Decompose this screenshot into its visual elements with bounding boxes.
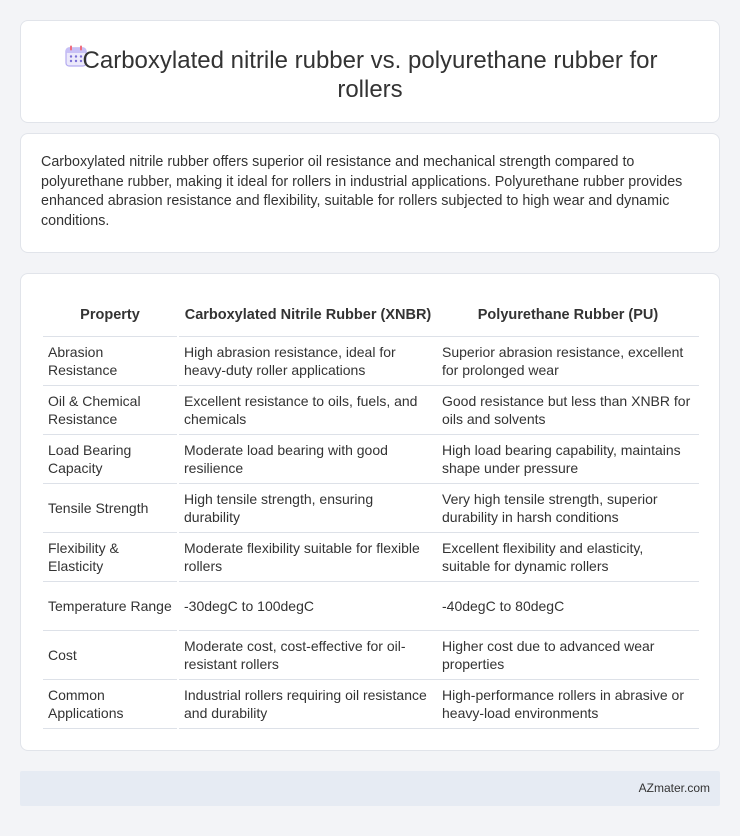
property-cell: Temperature Range <box>43 581 178 630</box>
property-cell: Oil & Chemical Resistance <box>43 385 178 434</box>
pu-cell: Higher cost due to advanced wear properties <box>437 630 699 679</box>
intro-card <box>20 133 720 253</box>
intro-paragraph: Carboxylated nitrile rubber offers superior oil resistance and mechanical strength compared to polyurethane rubber, making it ideal for rollers in industrial applications. Polyurethane rubber provides enhanced abrasion resistance and flexibility, suitable for rollers subjected to high wear and dynamic conditions. <box>41 154 683 229</box>
pu-cell: High load bearing capability, maintains shape under pressure <box>437 434 699 483</box>
column-header-xnbr: Carboxylated Nitrile Rubber (XNBR) <box>184 306 432 323</box>
column-header-property: Property <box>43 294 178 336</box>
table-row <box>43 630 699 679</box>
xnbr-cell: Excellent resistance to oils, fuels, and chemicals <box>178 385 437 434</box>
table-row <box>43 679 699 728</box>
table-header-row <box>43 294 699 336</box>
xnbr-cell: -30degC to 100degC <box>178 581 437 630</box>
pu-cell: High-performance rollers in abrasive or heavy-load environments <box>437 679 699 728</box>
pu-cell: Excellent flexibility and elasticity, suitable for dynamic rollers <box>437 532 699 581</box>
pu-cell: Good resistance but less than XNBR for oils and solvents <box>437 385 699 434</box>
comparison-table <box>43 294 699 729</box>
table-row <box>43 483 699 532</box>
xnbr-cell: Industrial rollers requiring oil resistance and durability <box>178 679 437 728</box>
comparison-card <box>20 273 720 751</box>
property-cell: Abrasion Resistance <box>43 336 178 385</box>
table-row <box>43 434 699 483</box>
pu-cell: Very high tensile strength, superior durability in harsh conditions <box>437 483 699 532</box>
pu-cell: Superior abrasion resistance, excellent for prolonged wear <box>437 336 699 385</box>
title-card <box>20 20 720 123</box>
xnbr-cell: High tensile strength, ensuring durability <box>178 483 437 532</box>
table-row <box>43 581 699 630</box>
property-cell: Common Applications <box>43 679 178 728</box>
property-cell: Tensile Strength <box>43 483 178 532</box>
table-row <box>43 385 699 434</box>
xnbr-cell: Moderate load bearing with good resilience <box>178 434 437 483</box>
pu-cell: -40degC to 80degC <box>437 581 699 630</box>
column-header-pu: Polyurethane Rubber (PU) <box>477 306 659 323</box>
xnbr-cell: High abrasion resistance, ideal for heavy-duty roller applications <box>178 336 437 385</box>
page-title: Carboxylated nitrile rubber vs. polyurethane rubber for rollers <box>82 47 658 103</box>
xnbr-cell: Moderate flexibility suitable for flexible rollers <box>178 532 437 581</box>
property-cell: Load Bearing Capacity <box>43 434 178 483</box>
footer-bar <box>20 771 720 806</box>
table-row <box>43 336 699 385</box>
xnbr-cell: Moderate cost, cost-effective for oil-resistant rollers <box>178 630 437 679</box>
table-row <box>43 532 699 581</box>
footer-site-link[interactable]: AZmater.com <box>638 781 710 795</box>
property-cell: Flexibility & Elasticity <box>43 532 178 581</box>
property-cell: Cost <box>43 630 178 679</box>
